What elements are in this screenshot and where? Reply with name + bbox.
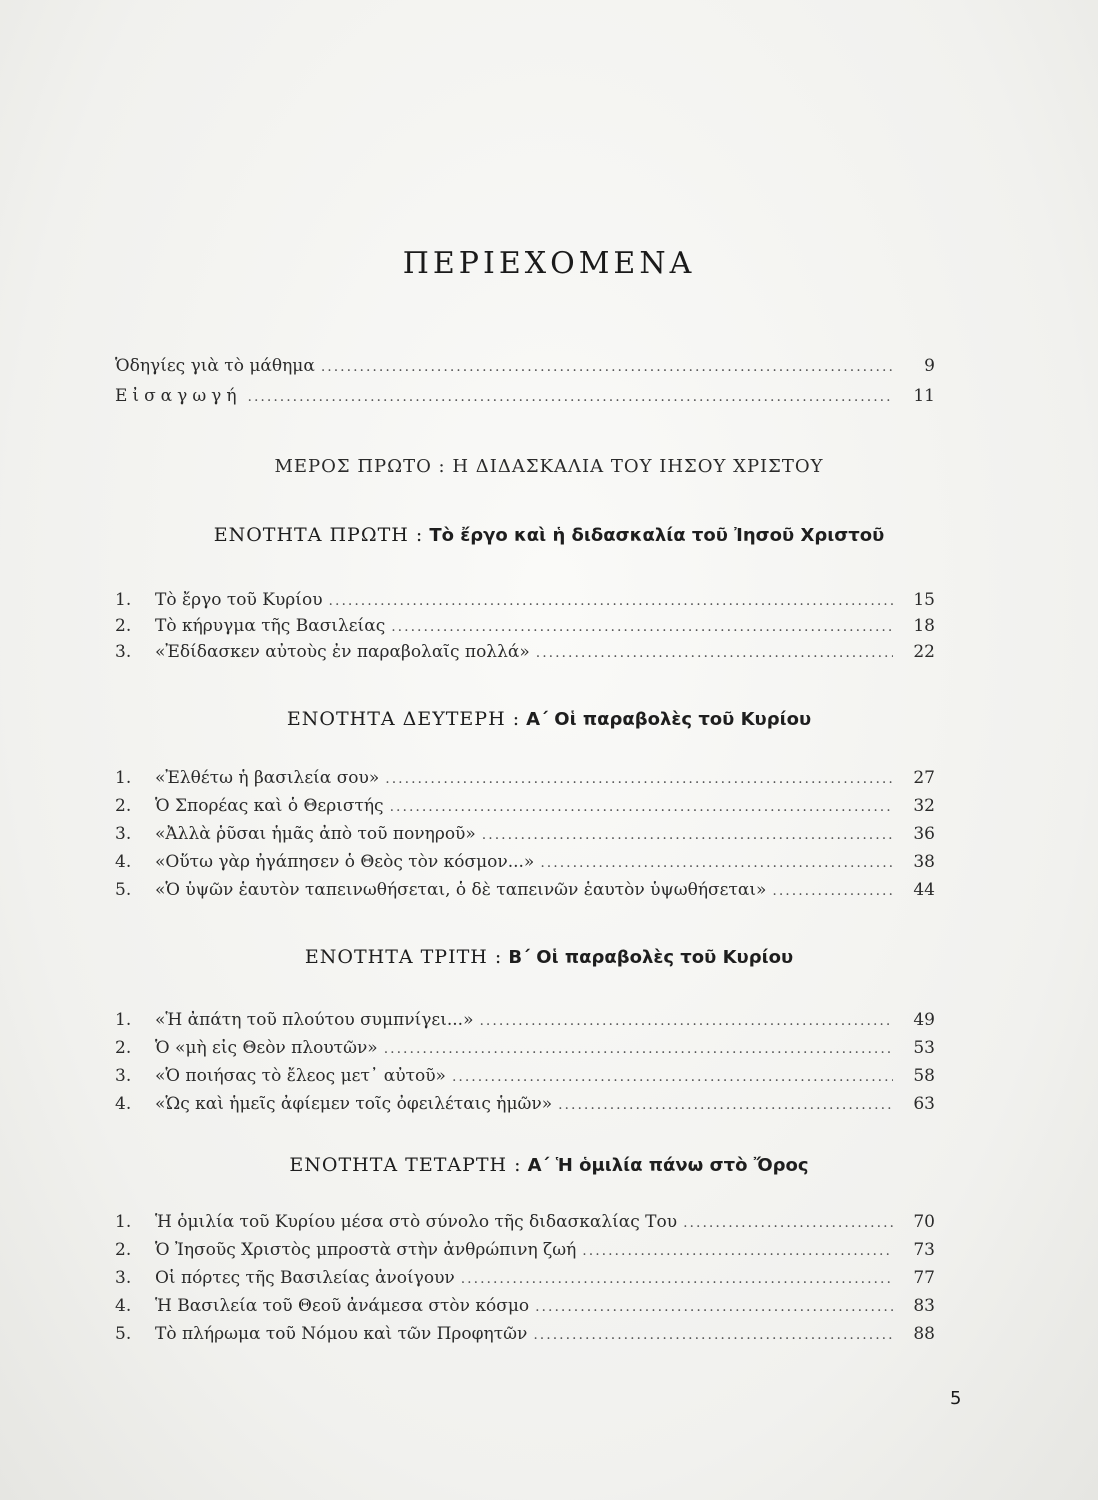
toc-entry-page: 77 bbox=[913, 1268, 935, 1288]
section-heading bbox=[0, 946, 1098, 968]
toc-entry-page: 27 bbox=[913, 768, 935, 788]
toc-entry bbox=[115, 852, 935, 878]
section-heading bbox=[0, 524, 1098, 546]
toc-entry-number: 5. bbox=[115, 880, 132, 900]
toc-entry-number: 2. bbox=[115, 1240, 132, 1260]
toc-entry-text: «Ὁ ὑψῶν ἑαυτὸν ταπεινωθήσεται, ὁ δὲ ταπεινῶν ἑαυτὸν ὑψωθήσεται» bbox=[155, 880, 767, 900]
toc-entry bbox=[115, 1268, 935, 1294]
section-label: ΕΝΟΤΗΤΑ ΤΡΙΤΗ : bbox=[304, 946, 503, 968]
toc-entry bbox=[115, 1324, 935, 1350]
toc-entry-number: 2. bbox=[115, 796, 132, 816]
toc-entry-page: 58 bbox=[913, 1066, 935, 1086]
toc-entry-text: «Οὕτω γὰρ ἠγάπησεν ὁ Θεὸς τὸν κόσμον...» bbox=[155, 852, 535, 872]
toc-entry bbox=[115, 1094, 935, 1120]
section-label: ΕΝΟΤΗΤΑ ΔΕΥΤΕΡΗ : bbox=[286, 708, 521, 730]
toc-entry-text: Ὁ Ἰησοῦς Χριστὸς μπροστὰ στὴν ἀνθρώπινη ζωή bbox=[155, 1240, 577, 1260]
toc-entry-page: 22 bbox=[913, 642, 935, 662]
section-label: ΕΝΟΤΗΤΑ ΤΕΤΑΡΤΗ : bbox=[289, 1154, 522, 1176]
section-subtitle: Τὸ ἔργο καὶ ἡ διδασκαλία τοῦ Ἰησοῦ Χριστοῦ bbox=[429, 525, 885, 546]
toc-entry bbox=[115, 642, 935, 668]
toc-entry-text: «Ἀλλὰ ῥῦσαι ἡμᾶς ἀπὸ τοῦ πονηροῦ» bbox=[155, 824, 476, 844]
toc-entry-number: 1. bbox=[115, 590, 132, 610]
dot-leader bbox=[391, 619, 893, 635]
toc-entry-page: 88 bbox=[913, 1324, 935, 1344]
toc-entry-text: Τὸ ἔργο τοῦ Κυρίου bbox=[155, 590, 323, 610]
toc-entry bbox=[115, 1212, 935, 1238]
section-label: ΕΝΟΤΗΤΑ ΠΡΩΤΗ : bbox=[213, 524, 424, 546]
dot-leader bbox=[582, 1243, 893, 1259]
toc-entry bbox=[115, 1038, 935, 1064]
toc-entry-page: 9 bbox=[924, 356, 935, 376]
toc-entry bbox=[115, 1296, 935, 1322]
toc-entry-page: 15 bbox=[913, 590, 935, 610]
toc-entry-number: 4. bbox=[115, 852, 132, 872]
toc-entry-text: Οἱ πόρτες τῆς Βασιλείας ἀνοίγουν bbox=[155, 1268, 455, 1288]
part-heading: ΜΕΡΟΣ ΠΡΩΤΟ : Η ΔΙΔΑΣΚΑΛΙΑ ΤΟΥ ΙΗΣΟΥ ΧΡΙΣΤΟΥ bbox=[274, 456, 824, 477]
section-subtitle: Α΄ Οἱ παραβολὲς τοῦ Κυρίου bbox=[526, 709, 812, 730]
toc-entry-text: Τὸ κήρυγμα τῆς Βασιλείας bbox=[155, 616, 386, 636]
dot-leader bbox=[558, 1097, 893, 1113]
toc-entry-number: 3. bbox=[115, 1066, 132, 1086]
toc-entry-number: 3. bbox=[115, 642, 132, 662]
toc-entry-page: 36 bbox=[913, 824, 935, 844]
toc-entry bbox=[115, 616, 935, 642]
toc-entry bbox=[115, 796, 935, 822]
dot-leader bbox=[384, 1041, 893, 1057]
toc-entry-number: 1. bbox=[115, 1010, 132, 1030]
section-heading bbox=[0, 1154, 1098, 1176]
toc-entry-text: Ὁ Σπορέας καὶ ὁ Θεριστής bbox=[155, 796, 384, 816]
toc-entry bbox=[115, 1066, 935, 1092]
dot-leader bbox=[461, 1271, 893, 1287]
dot-leader bbox=[772, 883, 893, 899]
dot-leader bbox=[321, 359, 893, 375]
section-heading bbox=[0, 708, 1098, 730]
toc-entry-number: 3. bbox=[115, 824, 132, 844]
dot-leader bbox=[683, 1215, 893, 1231]
toc-entry-page: 83 bbox=[913, 1296, 935, 1316]
dot-leader bbox=[482, 827, 893, 843]
toc-entry-page: 38 bbox=[913, 852, 935, 872]
dot-leader bbox=[540, 855, 893, 871]
toc-entry-page: 70 bbox=[913, 1212, 935, 1232]
page-title: ΠΕΡΙΕΧΟΜΕΝΑ bbox=[402, 246, 696, 281]
toc-entry bbox=[115, 1240, 935, 1266]
toc-entry bbox=[115, 880, 935, 906]
toc-entry-text: Ἡ Βασιλεία τοῦ Θεοῦ ἀνάμεσα στὸν κόσμο bbox=[155, 1296, 530, 1316]
dot-leader bbox=[536, 645, 893, 661]
page-number: 5 bbox=[950, 1388, 962, 1409]
toc-entry bbox=[115, 590, 935, 616]
toc-entry-number: 2. bbox=[115, 616, 132, 636]
toc-entry-text: «Ἐδίδασκεν αὐτοὺς ἐν παραβολαῖς πολλά» bbox=[155, 642, 530, 662]
toc-entry-number: 1. bbox=[115, 768, 132, 788]
toc-entry-text: Τὸ πλήρωμα τοῦ Νόμου καὶ τῶν Προφητῶν bbox=[155, 1324, 528, 1344]
toc-entry-page: 18 bbox=[913, 616, 935, 636]
toc-entry-text: «Ἡ ἀπάτη τοῦ πλούτου συμπνίγει...» bbox=[155, 1010, 474, 1030]
toc-entry bbox=[115, 1010, 935, 1036]
toc-entry-text: «Ὁ ποιήσας τὸ ἔλεος μετ᾽ αὐτοῦ» bbox=[155, 1066, 446, 1086]
toc-entry-text: Ὁδηγίες γιὰ τὸ μάθημα bbox=[115, 356, 315, 376]
section-subtitle: Β΄ Οἱ παραβολὲς τοῦ Κυρίου bbox=[508, 947, 794, 968]
dot-leader bbox=[329, 593, 893, 609]
toc-entry-page: 49 bbox=[913, 1010, 935, 1030]
dot-leader bbox=[390, 799, 893, 815]
dot-leader bbox=[479, 1013, 893, 1029]
toc-entry-text: Ὁ «μὴ εἰς Θεὸν πλουτῶν» bbox=[155, 1038, 378, 1058]
toc-entry-number: 2. bbox=[115, 1038, 132, 1058]
toc-entry-page: 53 bbox=[913, 1038, 935, 1058]
dot-leader bbox=[248, 389, 893, 405]
toc-entry-page: 44 bbox=[913, 880, 935, 900]
toc-entry bbox=[115, 824, 935, 850]
toc-entry-number: 4. bbox=[115, 1094, 132, 1114]
dot-leader bbox=[533, 1327, 893, 1343]
toc-entry-number: 5. bbox=[115, 1324, 132, 1344]
section-subtitle: Α΄ Ἡ ὁμιλία πάνω στὸ Ὄρος bbox=[527, 1155, 809, 1176]
toc-entry-page: 63 bbox=[913, 1094, 935, 1114]
toc-entry-text: Εἰσαγωγή bbox=[115, 386, 242, 406]
toc-entry-page: 11 bbox=[913, 386, 935, 406]
toc-entry bbox=[115, 356, 935, 382]
dot-leader bbox=[452, 1069, 893, 1085]
toc-entry-number: 3. bbox=[115, 1268, 132, 1288]
toc-entry-text: «Ἐλθέτω ἡ βασιλεία σου» bbox=[155, 768, 380, 788]
toc-entry-page: 73 bbox=[913, 1240, 935, 1260]
dot-leader bbox=[535, 1299, 893, 1315]
toc-entry-page: 32 bbox=[913, 796, 935, 816]
dot-leader bbox=[385, 771, 893, 787]
toc-entry-text: «Ὡς καὶ ἡμεῖς ἀφίεμεν τοῖς ὀφειλέταις ἡμῶν» bbox=[155, 1094, 553, 1114]
toc-entry bbox=[115, 768, 935, 794]
toc-entry-text: Ἡ ὁμιλία τοῦ Κυρίου μέσα στὸ σύνολο τῆς διδασκαλίας Του bbox=[155, 1212, 678, 1232]
toc-entry bbox=[115, 386, 935, 412]
toc-entry-number: 1. bbox=[115, 1212, 132, 1232]
toc-entry-number: 4. bbox=[115, 1296, 132, 1316]
